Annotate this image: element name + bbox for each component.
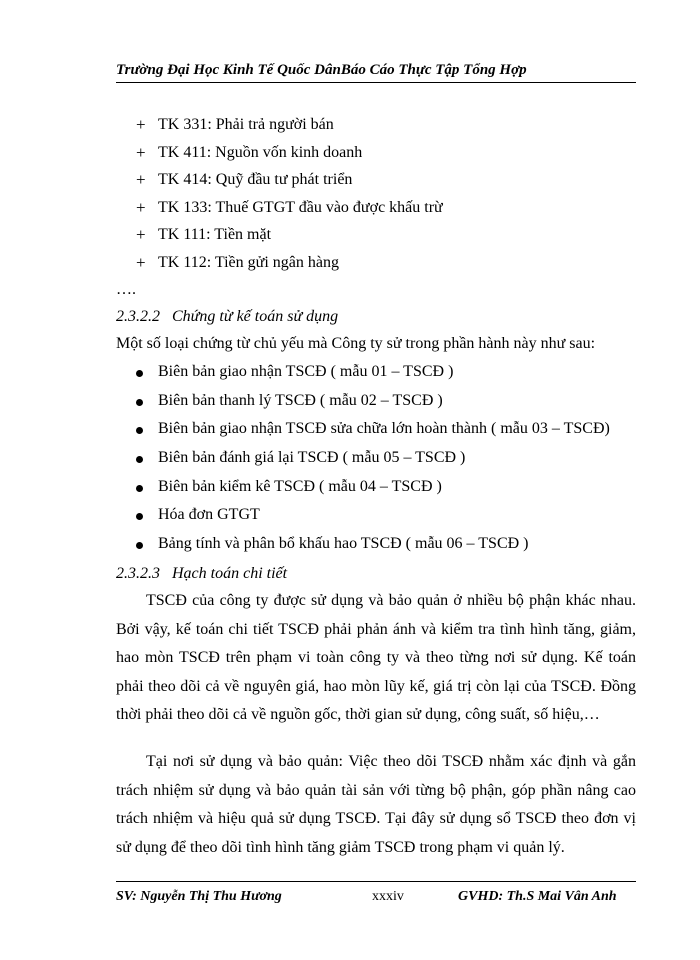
document-item (116, 387, 656, 416)
account-text: TK 133: Thuế GTGT đầu vào được khấu trừ (158, 198, 443, 216)
account-item (116, 249, 656, 277)
plus-icon: + (136, 225, 146, 244)
bullet-icon (136, 456, 143, 463)
plus-icon: + (136, 115, 146, 134)
document-item (116, 473, 656, 502)
documents-intro: Một số loại chứng từ chủ yếu mà Công ty sử trong phần hành này như sau: (116, 335, 596, 352)
footer-student: SV: Nguyễn Thị Thu Hương (116, 889, 282, 904)
account-item (116, 111, 656, 139)
document-item (116, 444, 656, 473)
document-text: Biên bản giao nhận TSCĐ ( mẫu 01 – TSCĐ ) (158, 363, 454, 380)
account-text: TK 111: Tiền mặt (158, 226, 272, 243)
document-text: Biên bản giao nhận TSCĐ sửa chữa lớn hoàn thành ( mẫu 03 – TSCĐ) (158, 420, 610, 438)
account-text: TK 112: Tiền gửi ngân hàng (158, 253, 339, 271)
account-item (116, 139, 656, 167)
document-item (116, 501, 656, 530)
footer-divider (116, 881, 636, 882)
section-heading-2322 (116, 306, 338, 328)
plus-icon: + (136, 197, 146, 217)
document-text: Biên bản thanh lý TSCĐ ( mẫu 02 – TSCĐ ) (158, 391, 443, 409)
page-header: Trường Đại Học Kinh Tế Quốc DânBáo Cáo Thực Tập Tổng Hợp (116, 62, 527, 78)
detail-paragraph-2: Tại nơi sử dụng và bảo quản: Việc theo dõi TSCĐ nhằm xác định và gắn trách nhiệm sử dụng và bảo quản tài sản với từng bộ phận, góp phần nâng cao trách nhiệm và hiệu quả sử dụng TSCĐ. Tại đây sử dụng sổ TSCĐ theo đơn vị sử dụng để theo dõi tình hình tăng giảm TSCĐ trong phạm vi quản lý. (116, 753, 636, 856)
document-item (116, 358, 656, 387)
ellipsis: …. (116, 281, 136, 298)
document-text: Biên bản kiểm kê TSCĐ ( mẫu 04 – TSCĐ ) (158, 477, 442, 495)
account-item (116, 221, 656, 249)
plus-icon: + (136, 142, 146, 162)
plus-icon: + (136, 252, 146, 272)
plus-icon: + (136, 170, 146, 189)
bullet-icon (136, 513, 143, 520)
bullet-icon (136, 427, 143, 434)
document-text: Hóa đơn GTGT (158, 506, 260, 524)
document-item (116, 530, 656, 559)
section-title: Chứng từ kế toán sử dụng (172, 308, 339, 325)
document-list (116, 358, 656, 559)
section-heading-2323 (116, 563, 287, 585)
bullet-icon (136, 542, 143, 549)
account-item (116, 194, 656, 222)
header-divider (116, 82, 636, 83)
document-text: Bảng tính và phân bổ khấu hao TSCĐ ( mẫu 06 – TSCĐ ) (158, 535, 529, 553)
bullet-icon (136, 399, 143, 406)
bullet-icon (136, 485, 143, 492)
account-item (116, 166, 656, 194)
bullet-icon (136, 370, 143, 377)
account-text: TK 414: Quỹ đầu tư phát triển (158, 171, 353, 188)
document-item (116, 415, 656, 444)
detail-paragraph-1: TSCĐ của công ty được sử dụng và bảo quản ở nhiều bộ phận khác nhau. Bởi vậy, kế toán chi tiết TSCĐ phải phản ánh và kiểm tra tình hình tăng, giảm, hao mòn TSCĐ trên phạm vi toàn công ty và theo từng nơi sử dụng. Kế toán phải theo dõi cả về nguyên giá, hao mòn lũy kế, giá trị còn lại của TSCĐ. Đồng thời phải theo dõi cả về nguồn gốc, thời gian sử dụng, công suất, số hiệu,… (116, 592, 636, 724)
account-list (116, 111, 656, 276)
document-text: Biên bản đánh giá lại TSCĐ ( mẫu 05 – TSCĐ ) (158, 449, 466, 467)
section-title: Hạch toán chi tiết (172, 565, 288, 582)
section-number: 2.3.2.3 (116, 565, 160, 582)
section-number: 2.3.2.2 (116, 308, 160, 325)
account-text: TK 331: Phải trả người bán (158, 116, 334, 133)
account-text: TK 411: Nguồn vốn kinh doanh (158, 143, 363, 161)
footer-advisor: GVHD: Th.S Mai Vân Anh (458, 889, 617, 904)
footer-page-number: xxxiv (372, 889, 404, 904)
